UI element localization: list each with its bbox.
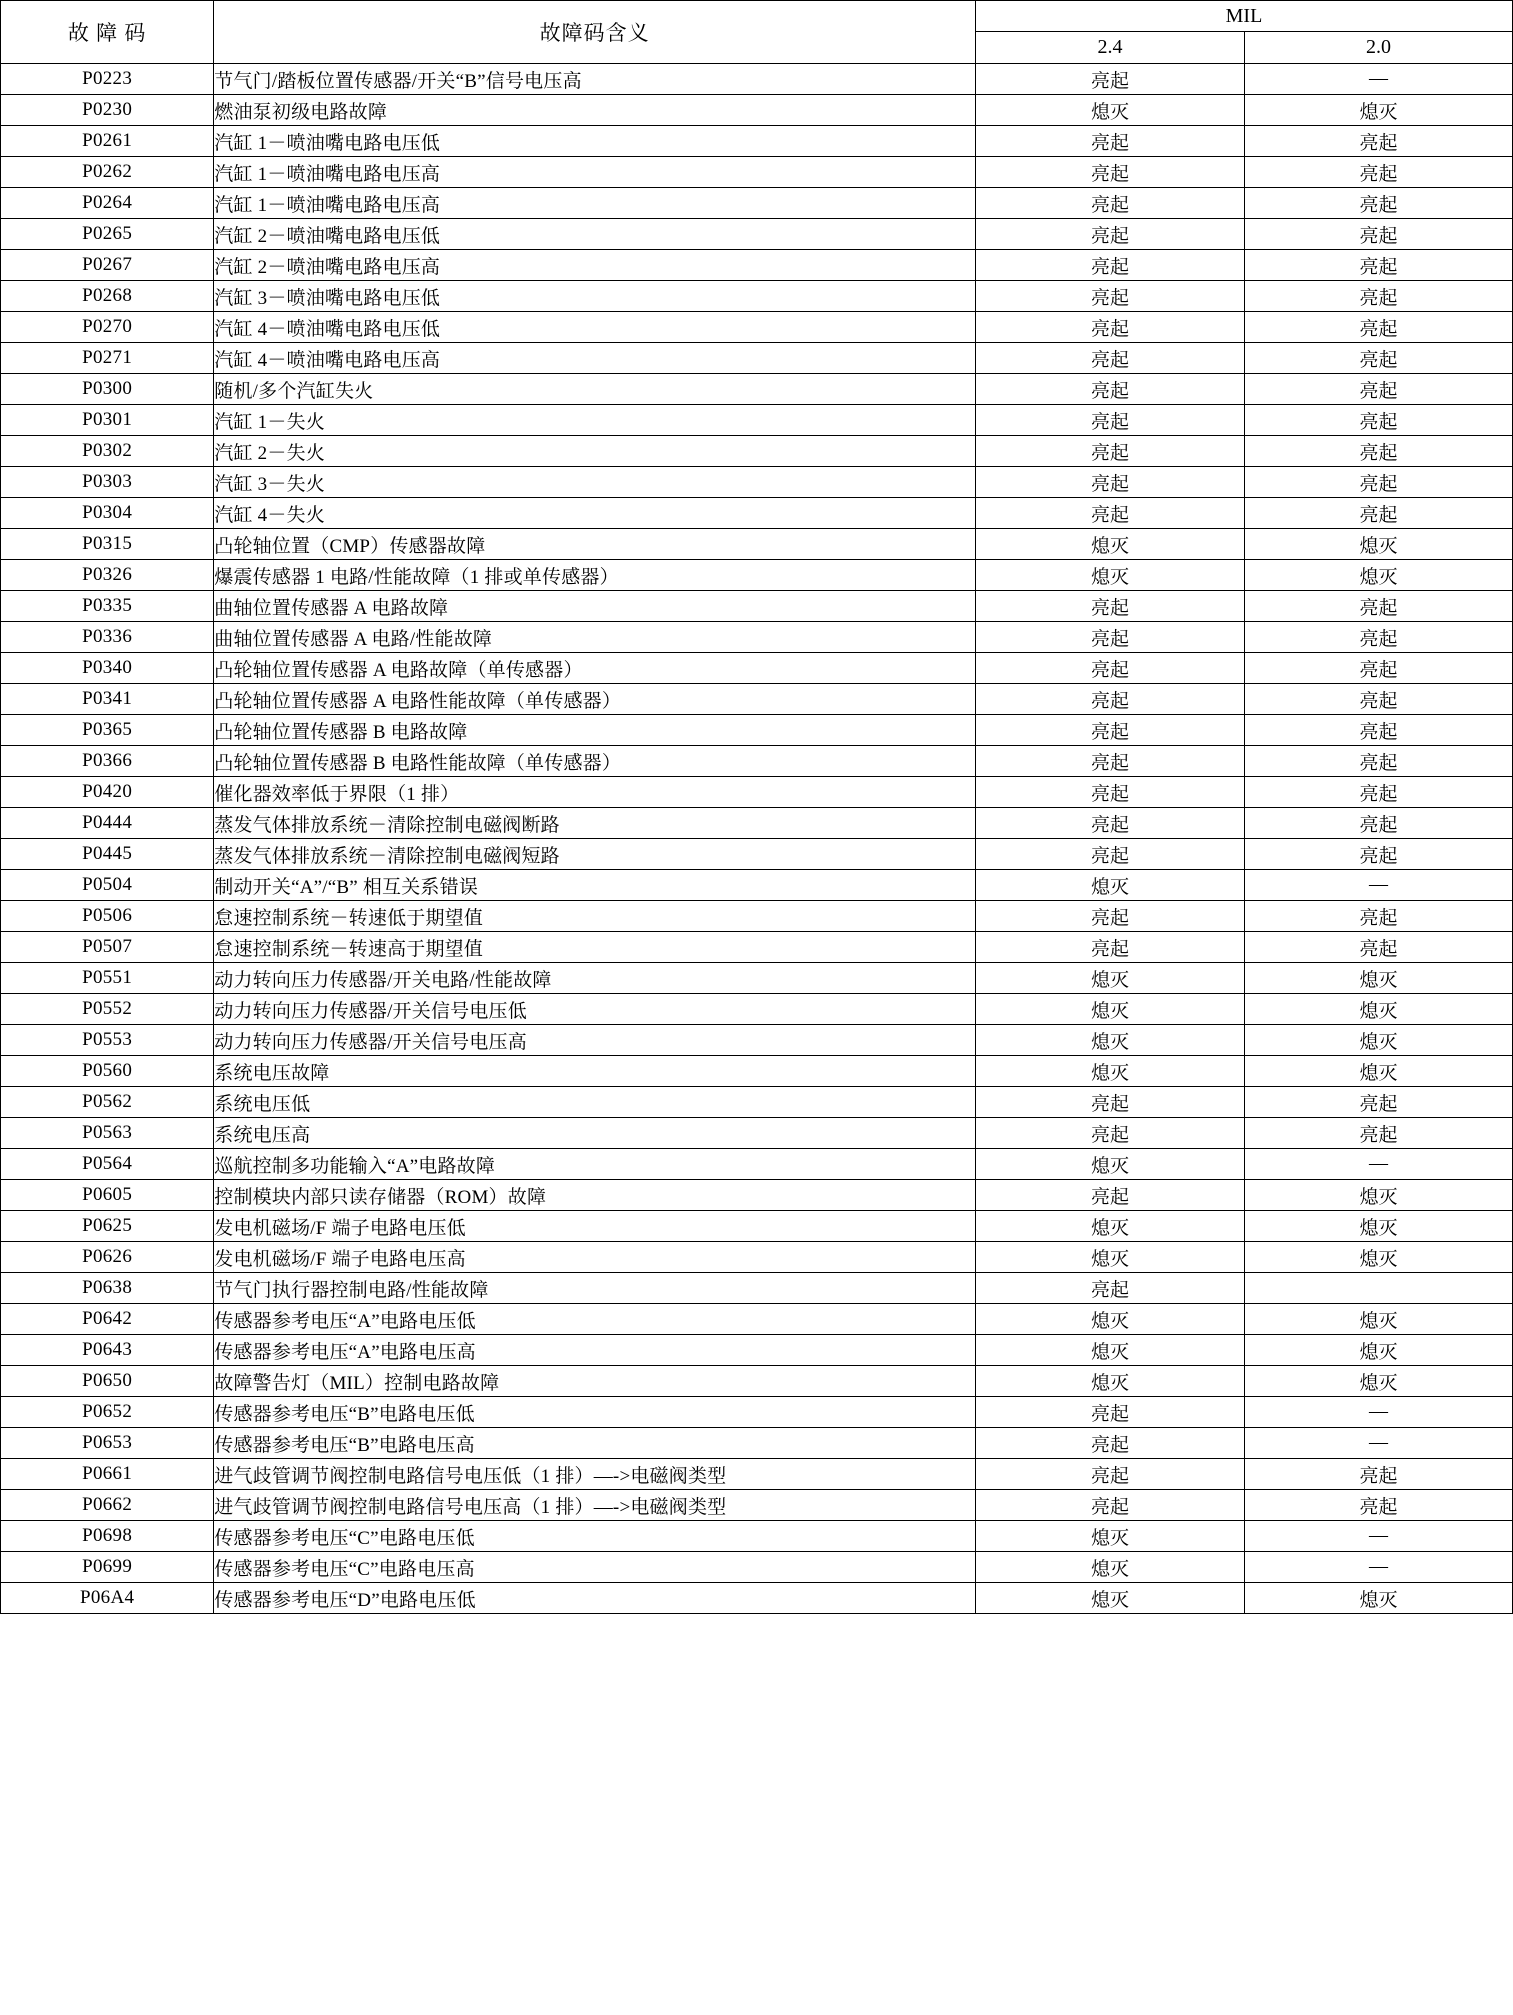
cell-meaning: 节气门执行器控制电路/性能故障 [214,1273,976,1304]
cell-mil-2-0: 亮起 [1245,591,1513,622]
cell-mil-2-4: 亮起 [975,1273,1244,1304]
cell-code: P0504 [1,870,214,901]
cell-code: P0638 [1,1273,214,1304]
header-row-primary [1,1,1513,32]
table-row [1,1025,1513,1056]
cell-code: P0268 [1,281,214,312]
cell-code: P0643 [1,1335,214,1366]
cell-mil-2-4: 亮起 [975,157,1244,188]
table-row [1,1149,1513,1180]
cell-code: P0553 [1,1025,214,1056]
cell-mil-2-0: 亮起 [1245,1459,1513,1490]
table-row [1,1459,1513,1490]
cell-mil-2-4: 亮起 [975,405,1244,436]
table-row [1,374,1513,405]
table-row [1,312,1513,343]
cell-code: P0265 [1,219,214,250]
table-row [1,1242,1513,1273]
cell-code: P0650 [1,1366,214,1397]
cell-meaning: 汽缸 2－喷油嘴电路电压高 [214,250,976,281]
cell-mil-2-4: 亮起 [975,219,1244,250]
cell-code: P0315 [1,529,214,560]
cell-mil-2-0: 熄灭 [1245,1180,1513,1211]
table-row [1,188,1513,219]
cell-meaning: 传感器参考电压“C”电路电压低 [214,1521,976,1552]
cell-mil-2-4: 熄灭 [975,1552,1244,1583]
cell-meaning: 进气歧管调节阀控制电路信号电压高（1 排）—->电磁阀类型 [214,1490,976,1521]
cell-meaning: 汽缸 1－失火 [214,405,976,436]
cell-code: P0653 [1,1428,214,1459]
table-row [1,126,1513,157]
cell-code: P0444 [1,808,214,839]
cell-mil-2-0: 亮起 [1245,157,1513,188]
cell-mil-2-0: 亮起 [1245,901,1513,932]
cell-mil-2-0: 亮起 [1245,405,1513,436]
cell-mil-2-0: 亮起 [1245,436,1513,467]
table-row [1,1335,1513,1366]
table-row [1,467,1513,498]
table-row [1,839,1513,870]
cell-meaning: 传感器参考电压“B”电路电压高 [214,1428,976,1459]
table-row [1,901,1513,932]
cell-code: P0341 [1,684,214,715]
table-row [1,1521,1513,1552]
cell-meaning: 汽缸 2－喷油嘴电路电压低 [214,219,976,250]
cell-code: P0303 [1,467,214,498]
cell-meaning: 凸轮轴位置传感器 B 电路故障 [214,715,976,746]
cell-mil-2-0: — [1245,870,1513,901]
cell-code: P0261 [1,126,214,157]
cell-code: P0626 [1,1242,214,1273]
cell-mil-2-0: 亮起 [1245,622,1513,653]
cell-mil-2-4: 亮起 [975,374,1244,405]
cell-code: P0507 [1,932,214,963]
table-body [1,64,1513,1614]
cell-mil-2-4: 熄灭 [975,1583,1244,1614]
cell-meaning: 汽缸 3－喷油嘴电路电压低 [214,281,976,312]
cell-meaning: 催化器效率低于界限（1 排） [214,777,976,808]
table-row [1,715,1513,746]
cell-mil-2-0: 亮起 [1245,808,1513,839]
table-row [1,250,1513,281]
cell-mil-2-0: — [1245,1521,1513,1552]
cell-meaning: 凸轮轴位置（CMP）传感器故障 [214,529,976,560]
cell-mil-2-4: 熄灭 [975,1242,1244,1273]
table-row [1,560,1513,591]
cell-mil-2-0: 熄灭 [1245,1211,1513,1242]
cell-mil-2-0: 熄灭 [1245,529,1513,560]
cell-mil-2-4: 亮起 [975,1459,1244,1490]
cell-meaning: 曲轴位置传感器 A 电路/性能故障 [214,622,976,653]
cell-mil-2-4: 亮起 [975,622,1244,653]
cell-mil-2-0: — [1245,1149,1513,1180]
cell-mil-2-4: 熄灭 [975,963,1244,994]
cell-meaning: 传感器参考电压“C”电路电压高 [214,1552,976,1583]
cell-mil-2-0: 亮起 [1245,746,1513,777]
column-header-mil-2-4: 2.4 [975,32,1244,64]
cell-mil-2-0: — [1245,1552,1513,1583]
cell-meaning: 节气门/踏板位置传感器/开关“B”信号电压高 [214,64,976,95]
cell-mil-2-0: 熄灭 [1245,1242,1513,1273]
cell-mil-2-4: 亮起 [975,1118,1244,1149]
cell-code: P0625 [1,1211,214,1242]
cell-mil-2-4: 亮起 [975,808,1244,839]
cell-mil-2-0: — [1245,1397,1513,1428]
column-header-meaning: 故障码含义 [214,1,976,64]
cell-meaning: 进气歧管调节阀控制电路信号电压低（1 排）—->电磁阀类型 [214,1459,976,1490]
table-row [1,1273,1513,1304]
cell-meaning: 汽缸 1－喷油嘴电路电压高 [214,157,976,188]
cell-mil-2-4: 亮起 [975,250,1244,281]
cell-mil-2-4: 亮起 [975,1490,1244,1521]
cell-code: P0552 [1,994,214,1025]
cell-mil-2-0: 亮起 [1245,467,1513,498]
table-row [1,64,1513,95]
cell-code: P0223 [1,64,214,95]
column-header-code: 故 障 码 [1,1,214,64]
cell-mil-2-4: 亮起 [975,343,1244,374]
cell-meaning: 传感器参考电压“B”电路电压低 [214,1397,976,1428]
cell-mil-2-0: 熄灭 [1245,994,1513,1025]
table-row [1,157,1513,188]
cell-meaning: 汽缸 1－喷油嘴电路电压高 [214,188,976,219]
cell-mil-2-0: 亮起 [1245,250,1513,281]
cell-mil-2-4: 亮起 [975,312,1244,343]
cell-meaning: 汽缸 2－失火 [214,436,976,467]
cell-code: P0420 [1,777,214,808]
cell-meaning: 系统电压故障 [214,1056,976,1087]
cell-mil-2-0: — [1245,1428,1513,1459]
cell-meaning: 凸轮轴位置传感器 B 电路性能故障（单传感器） [214,746,976,777]
table-row [1,622,1513,653]
cell-mil-2-4: 亮起 [975,64,1244,95]
cell-mil-2-0: 亮起 [1245,715,1513,746]
cell-mil-2-0: — [1245,64,1513,95]
cell-mil-2-4: 亮起 [975,684,1244,715]
cell-meaning: 系统电压高 [214,1118,976,1149]
table-row [1,95,1513,126]
cell-mil-2-0: 熄灭 [1245,1056,1513,1087]
cell-meaning: 控制模块内部只读存储器（ROM）故障 [214,1180,976,1211]
cell-mil-2-4: 亮起 [975,436,1244,467]
table-row [1,1087,1513,1118]
table-row [1,591,1513,622]
table-row [1,684,1513,715]
cell-meaning: 随机/多个汽缸失火 [214,374,976,405]
cell-mil-2-4: 亮起 [975,467,1244,498]
cell-mil-2-0: 亮起 [1245,1490,1513,1521]
table-row [1,870,1513,901]
cell-meaning: 怠速控制系统－转速高于期望值 [214,932,976,963]
cell-code: P0270 [1,312,214,343]
cell-meaning: 动力转向压力传感器/开关信号电压高 [214,1025,976,1056]
table-row [1,1397,1513,1428]
cell-meaning: 传感器参考电压“D”电路电压低 [214,1583,976,1614]
table-row [1,436,1513,467]
cell-meaning: 汽缸 1－喷油嘴电路电压低 [214,126,976,157]
cell-code: P0661 [1,1459,214,1490]
cell-mil-2-4: 熄灭 [975,529,1244,560]
cell-code: P0652 [1,1397,214,1428]
cell-mil-2-4: 熄灭 [975,95,1244,126]
cell-mil-2-0: 亮起 [1245,219,1513,250]
cell-mil-2-4: 亮起 [975,1180,1244,1211]
table-row [1,281,1513,312]
cell-meaning: 蒸发气体排放系统－清除控制电磁阀短路 [214,839,976,870]
cell-code: P0262 [1,157,214,188]
cell-mil-2-0: 熄灭 [1245,1304,1513,1335]
cell-meaning: 巡航控制多功能输入“A”电路故障 [214,1149,976,1180]
cell-mil-2-4: 熄灭 [975,870,1244,901]
cell-mil-2-0: 亮起 [1245,281,1513,312]
table-row [1,219,1513,250]
cell-meaning: 制动开关“A”/“B” 相互关系错误 [214,870,976,901]
cell-meaning: 系统电压低 [214,1087,976,1118]
cell-meaning: 动力转向压力传感器/开关电路/性能故障 [214,963,976,994]
cell-code: P0445 [1,839,214,870]
cell-mil-2-0: 熄灭 [1245,1025,1513,1056]
cell-code: P0366 [1,746,214,777]
cell-code: P0662 [1,1490,214,1521]
table-row [1,1366,1513,1397]
cell-meaning: 故障警告灯（MIL）控制电路故障 [214,1366,976,1397]
cell-mil-2-4: 亮起 [975,591,1244,622]
cell-code: P0336 [1,622,214,653]
cell-meaning: 发电机磁场/F 端子电路电压高 [214,1242,976,1273]
cell-code: P0271 [1,343,214,374]
cell-mil-2-0: 熄灭 [1245,1366,1513,1397]
cell-meaning: 汽缸 4－喷油嘴电路电压高 [214,343,976,374]
cell-code: P0642 [1,1304,214,1335]
cell-code: P0335 [1,591,214,622]
cell-meaning: 汽缸 4－失火 [214,498,976,529]
cell-mil-2-4: 熄灭 [975,1366,1244,1397]
cell-meaning: 爆震传感器 1 电路/性能故障（1 排或单传感器） [214,560,976,591]
table-row [1,405,1513,436]
cell-meaning: 汽缸 4－喷油嘴电路电压低 [214,312,976,343]
column-header-mil-2-0: 2.0 [1245,32,1513,64]
cell-mil-2-4: 熄灭 [975,1211,1244,1242]
cell-mil-2-0: 亮起 [1245,498,1513,529]
cell-meaning: 汽缸 3－失火 [214,467,976,498]
cell-mil-2-0 [1245,1273,1513,1304]
cell-mil-2-4: 亮起 [975,777,1244,808]
cell-mil-2-4: 亮起 [975,1087,1244,1118]
table-row [1,932,1513,963]
cell-code: P0562 [1,1087,214,1118]
cell-mil-2-4: 亮起 [975,715,1244,746]
cell-mil-2-4: 亮起 [975,932,1244,963]
cell-code: P0699 [1,1552,214,1583]
cell-code: P0506 [1,901,214,932]
cell-code: P0326 [1,560,214,591]
cell-mil-2-0: 熄灭 [1245,95,1513,126]
cell-mil-2-0: 亮起 [1245,684,1513,715]
cell-code: P06A4 [1,1583,214,1614]
table-row [1,1552,1513,1583]
cell-mil-2-0: 熄灭 [1245,963,1513,994]
column-header-mil: MIL [975,1,1512,32]
table-row [1,653,1513,684]
cell-mil-2-0: 亮起 [1245,1087,1513,1118]
cell-code: P0560 [1,1056,214,1087]
cell-mil-2-4: 亮起 [975,498,1244,529]
cell-mil-2-0: 亮起 [1245,777,1513,808]
cell-meaning: 曲轴位置传感器 A 电路故障 [214,591,976,622]
cell-mil-2-0: 亮起 [1245,1118,1513,1149]
cell-mil-2-4: 熄灭 [975,1149,1244,1180]
cell-mil-2-4: 熄灭 [975,1304,1244,1335]
cell-mil-2-0: 亮起 [1245,932,1513,963]
cell-code: P0564 [1,1149,214,1180]
cell-meaning: 动力转向压力传感器/开关信号电压低 [214,994,976,1025]
table-row [1,808,1513,839]
table-row [1,1583,1513,1614]
cell-code: P0551 [1,963,214,994]
cell-code: P0698 [1,1521,214,1552]
table-row [1,1490,1513,1521]
cell-code: P0304 [1,498,214,529]
cell-mil-2-0: 亮起 [1245,312,1513,343]
cell-mil-2-4: 熄灭 [975,1025,1244,1056]
cell-code: P0300 [1,374,214,405]
table-row [1,746,1513,777]
table-row [1,1428,1513,1459]
cell-meaning: 凸轮轴位置传感器 A 电路性能故障（单传感器） [214,684,976,715]
table-header [1,1,1513,64]
table-row [1,963,1513,994]
table-row [1,1118,1513,1149]
cell-mil-2-0: 亮起 [1245,343,1513,374]
cell-mil-2-4: 熄灭 [975,1056,1244,1087]
cell-meaning: 蒸发气体排放系统－清除控制电磁阀断路 [214,808,976,839]
cell-code: P0264 [1,188,214,219]
table-row [1,1180,1513,1211]
cell-mil-2-0: 熄灭 [1245,1583,1513,1614]
cell-code: P0230 [1,95,214,126]
cell-mil-2-4: 亮起 [975,1397,1244,1428]
cell-meaning: 凸轮轴位置传感器 A 电路故障（单传感器） [214,653,976,684]
table-row [1,994,1513,1025]
cell-code: P0267 [1,250,214,281]
cell-code: P0605 [1,1180,214,1211]
cell-mil-2-4: 熄灭 [975,1521,1244,1552]
table-row [1,1304,1513,1335]
cell-mil-2-4: 熄灭 [975,1335,1244,1366]
cell-mil-2-4: 亮起 [975,901,1244,932]
cell-mil-2-4: 亮起 [975,653,1244,684]
table-row [1,1056,1513,1087]
cell-code: P0302 [1,436,214,467]
cell-meaning: 怠速控制系统－转速低于期望值 [214,901,976,932]
cell-mil-2-0: 熄灭 [1245,560,1513,591]
cell-mil-2-4: 熄灭 [975,994,1244,1025]
cell-mil-2-0: 亮起 [1245,653,1513,684]
cell-code: P0563 [1,1118,214,1149]
cell-code: P0365 [1,715,214,746]
table-row [1,343,1513,374]
cell-mil-2-0: 熄灭 [1245,1335,1513,1366]
table-row [1,1211,1513,1242]
table-row [1,498,1513,529]
cell-mil-2-0: 亮起 [1245,126,1513,157]
cell-meaning: 传感器参考电压“A”电路电压低 [214,1304,976,1335]
cell-mil-2-4: 亮起 [975,126,1244,157]
cell-mil-2-0: 亮起 [1245,188,1513,219]
cell-mil-2-0: 亮起 [1245,374,1513,405]
cell-mil-2-4: 亮起 [975,281,1244,312]
cell-mil-2-4: 亮起 [975,839,1244,870]
table-row [1,777,1513,808]
cell-mil-2-4: 亮起 [975,746,1244,777]
cell-mil-2-4: 亮起 [975,1428,1244,1459]
cell-code: P0340 [1,653,214,684]
cell-meaning: 发电机磁场/F 端子电路电压低 [214,1211,976,1242]
cell-meaning: 燃油泵初级电路故障 [214,95,976,126]
cell-mil-2-0: 亮起 [1245,839,1513,870]
cell-code: P0301 [1,405,214,436]
cell-mil-2-4: 熄灭 [975,560,1244,591]
table-row [1,529,1513,560]
cell-meaning: 传感器参考电压“A”电路电压高 [214,1335,976,1366]
cell-mil-2-4: 亮起 [975,188,1244,219]
